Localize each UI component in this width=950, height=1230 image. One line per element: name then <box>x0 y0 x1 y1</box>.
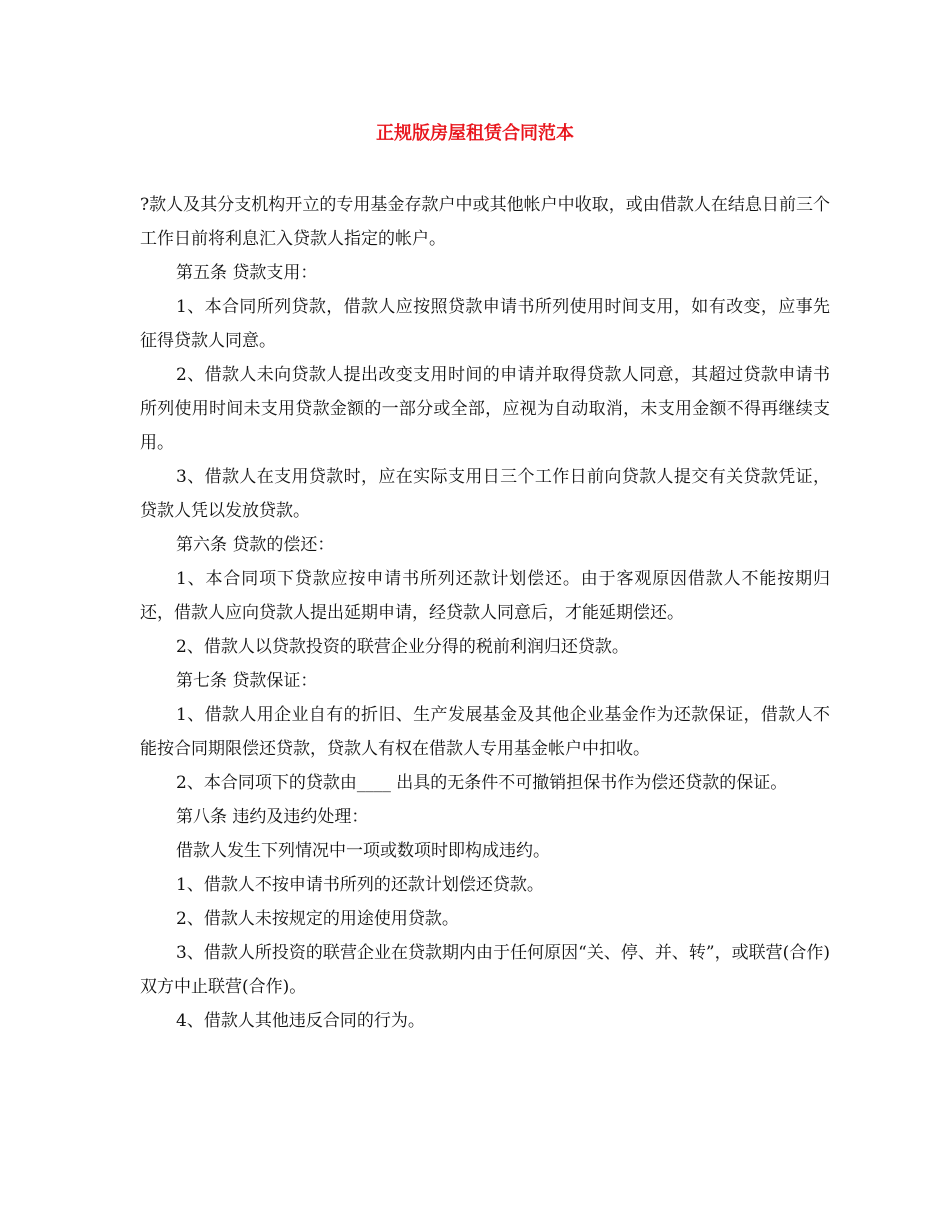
paragraph: 2、借款人以贷款投资的联营企业分得的税前利润归还贷款。 <box>176 637 629 657</box>
document-title: 正规版房屋租赁合同范本 <box>376 123 574 144</box>
paragraph: 第八条 违约及违约处理： <box>176 807 369 827</box>
paragraph: 第六条 贷款的偿还： <box>176 535 335 555</box>
paragraph: 3、借款人所投资的联营企业在贷款期内由于任何原因“关、停、并、转”，或联营(合作)双方中止联营(合作)。 <box>140 943 830 997</box>
paragraph: 4、借款人其他违反合同的行为。 <box>176 1011 425 1031</box>
paragraph: 1、借款人不按申请书所列的还款计划偿还贷款。 <box>176 875 544 895</box>
paragraph: 借款人发生下列情况中一项或数项时即构成违约。 <box>176 841 550 861</box>
paragraph: 1、借款人用企业自有的折旧、生产发展基金及其他企业基金作为还款保证，借款人不能按合同期限偿还贷款，贷款人有权在借款人专用基金帐户中扣收。 <box>140 705 830 759</box>
paragraph: 2、本合同项下的贷款由____ 出具的无条件不可撤销担保书作为偿还贷款的保证。 <box>176 773 788 793</box>
paragraph: 1、本合同所列贷款，借款人应按照贷款申请书所列使用时间支用，如有改变，应事先征得贷款人同意。 <box>140 297 830 351</box>
paragraph: 2、借款人未向贷款人提出改变支用时间的申请并取得贷款人同意，其超过贷款申请书所列使用时间未支用贷款金额的一部分或全部，应视为自动取消，未支用金额不得再继续支用。 <box>140 365 830 453</box>
document-body <box>140 188 830 1038</box>
paragraph: 第五条 贷款支用： <box>176 263 318 283</box>
paragraph: 3、借款人在支用贷款时，应在实际支用日三个工作日前向贷款人提交有关贷款凭证，贷款人凭以发放贷款。 <box>140 467 830 521</box>
paragraph: 第七条 贷款保证： <box>176 671 318 691</box>
paragraph: 2、借款人未按规定的用途使用贷款。 <box>176 909 459 929</box>
paragraph: ?款人及其分支机构开立的专用基金存款户中或其他帐户中收取，或由借款人在结息日前三个工作日前将利息汇入贷款人指定的帐户。 <box>140 195 830 249</box>
paragraph: 1、本合同项下贷款应按申请书所列还款计划偿还。由于客观原因借款人不能按期归还，借款人应向贷款人提出延期申请，经贷款人同意后，才能延期偿还。 <box>140 569 830 623</box>
